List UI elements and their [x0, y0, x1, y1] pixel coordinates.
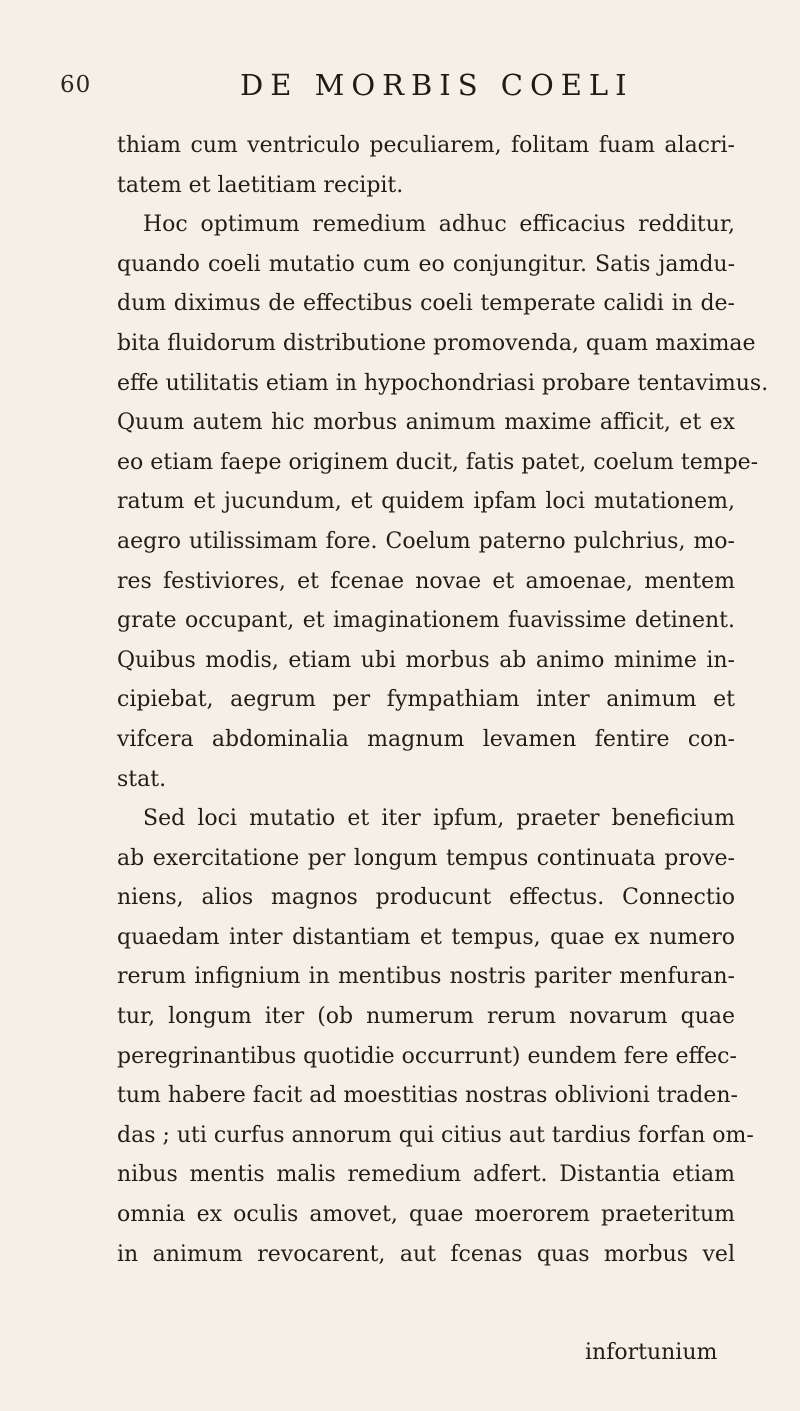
text-line: omnia ex oculis amovet, quae moerorem praeteritum	[117, 1202, 735, 1228]
text-line: in animum revocarent, aut fcenas quas morbus vel	[117, 1241, 735, 1267]
text-line: thiam cum ventriculo peculiarem, folitam fuam alacri-	[117, 133, 735, 158]
text-line: niens, alios magnos producunt effectus. Connectio	[117, 885, 735, 911]
text-line: stat.	[117, 766, 167, 792]
text-line: tum habere facit ad moestitias nostras oblivioni traden-	[117, 1083, 738, 1109]
text-line: quaedam inter distantiam et tempus, quae ex numero	[117, 924, 735, 950]
text-line: effe utilitatis etiam in hypochondriasi probare tentavimus.	[117, 370, 769, 396]
text-line: vifcera abdominalia magnum levamen fentire con-	[117, 726, 735, 752]
text-line: nibus mentis malis remedium adfert. Distantia etiam	[117, 1162, 735, 1188]
text-line: Quibus modis, etiam ubi morbus ab animo minime in-	[117, 647, 735, 673]
text-line: cipiebat, aegrum per fympathiam inter animum et	[117, 687, 735, 713]
text-line: bita fluidorum distributione promovenda, quam maximae	[117, 330, 756, 356]
text-line: rerum infignium in mentibus nostris pariter menfuran-	[117, 964, 735, 990]
text-line: tur, longum iter (ob numerum rerum novarum quae	[117, 1004, 735, 1030]
text-line: eo etiam faepe originem ducit, fatis patet, coelum tempe-	[117, 449, 759, 475]
running-head	[60, 68, 720, 108]
body-text	[117, 126, 769, 1274]
text-line: das ; uti curfus annorum qui citius aut tardius forfan om-	[117, 1122, 754, 1148]
text-line: ab exercitatione per longum tempus continuata prove-	[117, 845, 735, 871]
text-line: grate occupant, et imaginationem fuavissime detinent.	[117, 608, 735, 634]
text-line: aegro utilissimam fore. Coelum paterno pulchrius, mo-	[117, 528, 735, 554]
paragraph-start: Hoc optimum remedium adhuc efficacius redditur,	[143, 212, 735, 238]
text-line: dum diximus de effectibus coeli temperate calidi in de-	[117, 291, 735, 317]
text-line: Quum autem hic morbus animum maxime afficit, et ex	[117, 410, 735, 436]
text-line: quando coeli mutatio cum eo conjungitur. Satis jamdu-	[117, 251, 735, 277]
text-line: tatem et laetitiam recipit.	[117, 172, 404, 198]
paragraph-start: Sed loci mutatio et iter ipfum, praeter beneficium	[143, 806, 735, 832]
running-title: DE MORBIS COELI	[240, 68, 634, 102]
text-line: ratum et jucundum, et quidem ipfam loci mutationem,	[117, 489, 735, 515]
text-line: peregrinantibus quotidie occurrunt) eundem fere effec-	[117, 1043, 737, 1069]
catchword: infortunium	[585, 1340, 718, 1365]
text-line: res festiviores, et fcenae novae et amoenae, mentem	[117, 568, 735, 594]
page-number: 60	[60, 72, 92, 98]
